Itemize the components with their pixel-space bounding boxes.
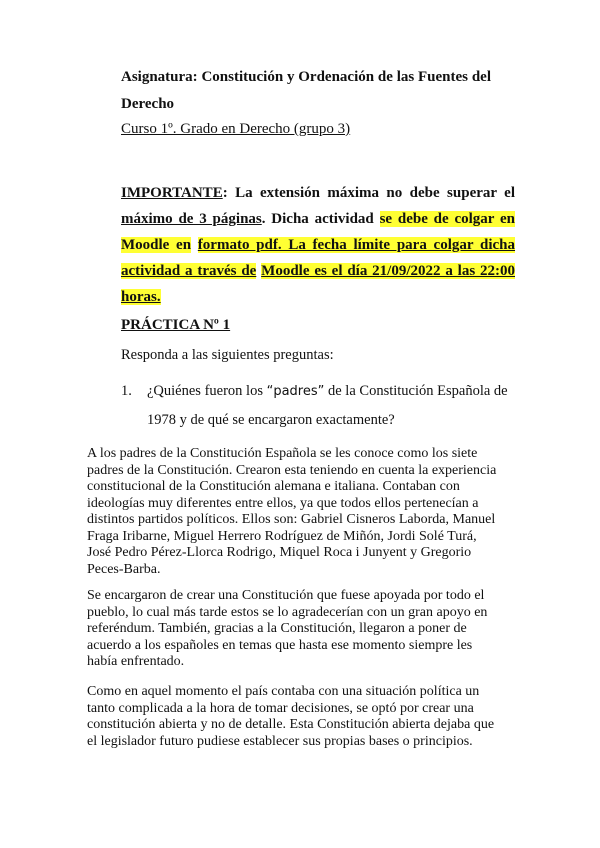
question-item — [121, 377, 521, 434]
notice-text-2: . Dicha actividad — [261, 211, 380, 227]
question-text-before: ¿Quiénes fueron los — [147, 383, 267, 399]
deadline-highlight-3: Moodle es el día 21/09/2022 a las 22:00 horas. — [121, 263, 515, 305]
question-text — [147, 377, 521, 434]
course-line: Curso 1º. Grado en Derecho (grupo 3) — [121, 121, 351, 137]
question-quoted-word: “padres” — [266, 384, 325, 399]
answer-paragraph-3: Como en aquel momento el país contaba con una situación política un tanto complicada a la hora de tomar decisiones, se optó por crear una constitución abierta y no de detalle. Esta Constitución abierta dejaba que el legislador futuro pudiese establecer sus propias bases o principios. — [87, 684, 495, 749]
subject-heading: Asignatura: Constitución y Ordenación de las Fuentes del Derecho — [121, 69, 491, 112]
instructions-text: Responda a las siguientes preguntas: — [121, 347, 334, 363]
deadline-highlight-2: formato pdf. La fecha límite para colgar dicha actividad a través de — [121, 237, 516, 279]
question-number: 1. — [121, 383, 132, 399]
answer-paragraph-1: A los padres de la Constitución Española se les conoce como los siete padres de la Constitución. Crearon esta teniendo en cuenta la experiencia constitucional de la Constitución alemana e italiana. Contaban con ideologías muy diferentes entre ellos, ya que todos ellos pertenecían a distintos partidos políticos. Ellos son: Gabriel Cisneros Laborda, Manuel Fraga Iribarne, Miguel Herrero Rodríguez de Miñón, Jordi Solé Turá, José Pedro Pérez-Llorca Rodrigo, Miquel Roca i Junyent y Gregorio Peces-Barba. — [87, 446, 497, 577]
deadline-highlight-1: se debe de colgar en Moodle en — [121, 211, 515, 253]
answer-paragraph-2: Se encargaron de crear una Constitución que fuese apoyada por todo el pueblo, lo cual más tarde estos se lo agradecerían con un gran apoyo en referéndum. También, gracias a la Constitución, llegaron a poner de acuerdo a los españoles en temas que hasta ese momento siempre les había enfrentado. — [87, 588, 488, 669]
notice-text-1: : La extensión máxima no debe superar el — [222, 185, 515, 201]
max-pages-text: máximo de 3 páginas — [121, 211, 262, 227]
question-text-after: de la Constitución Española de 1978 y de qué se encargaron exactamente? — [147, 383, 508, 428]
important-notice — [121, 180, 515, 310]
important-label: IMPORTANTE — [121, 185, 223, 201]
practice-title: PRÁCTICA Nº 1 — [121, 317, 231, 333]
